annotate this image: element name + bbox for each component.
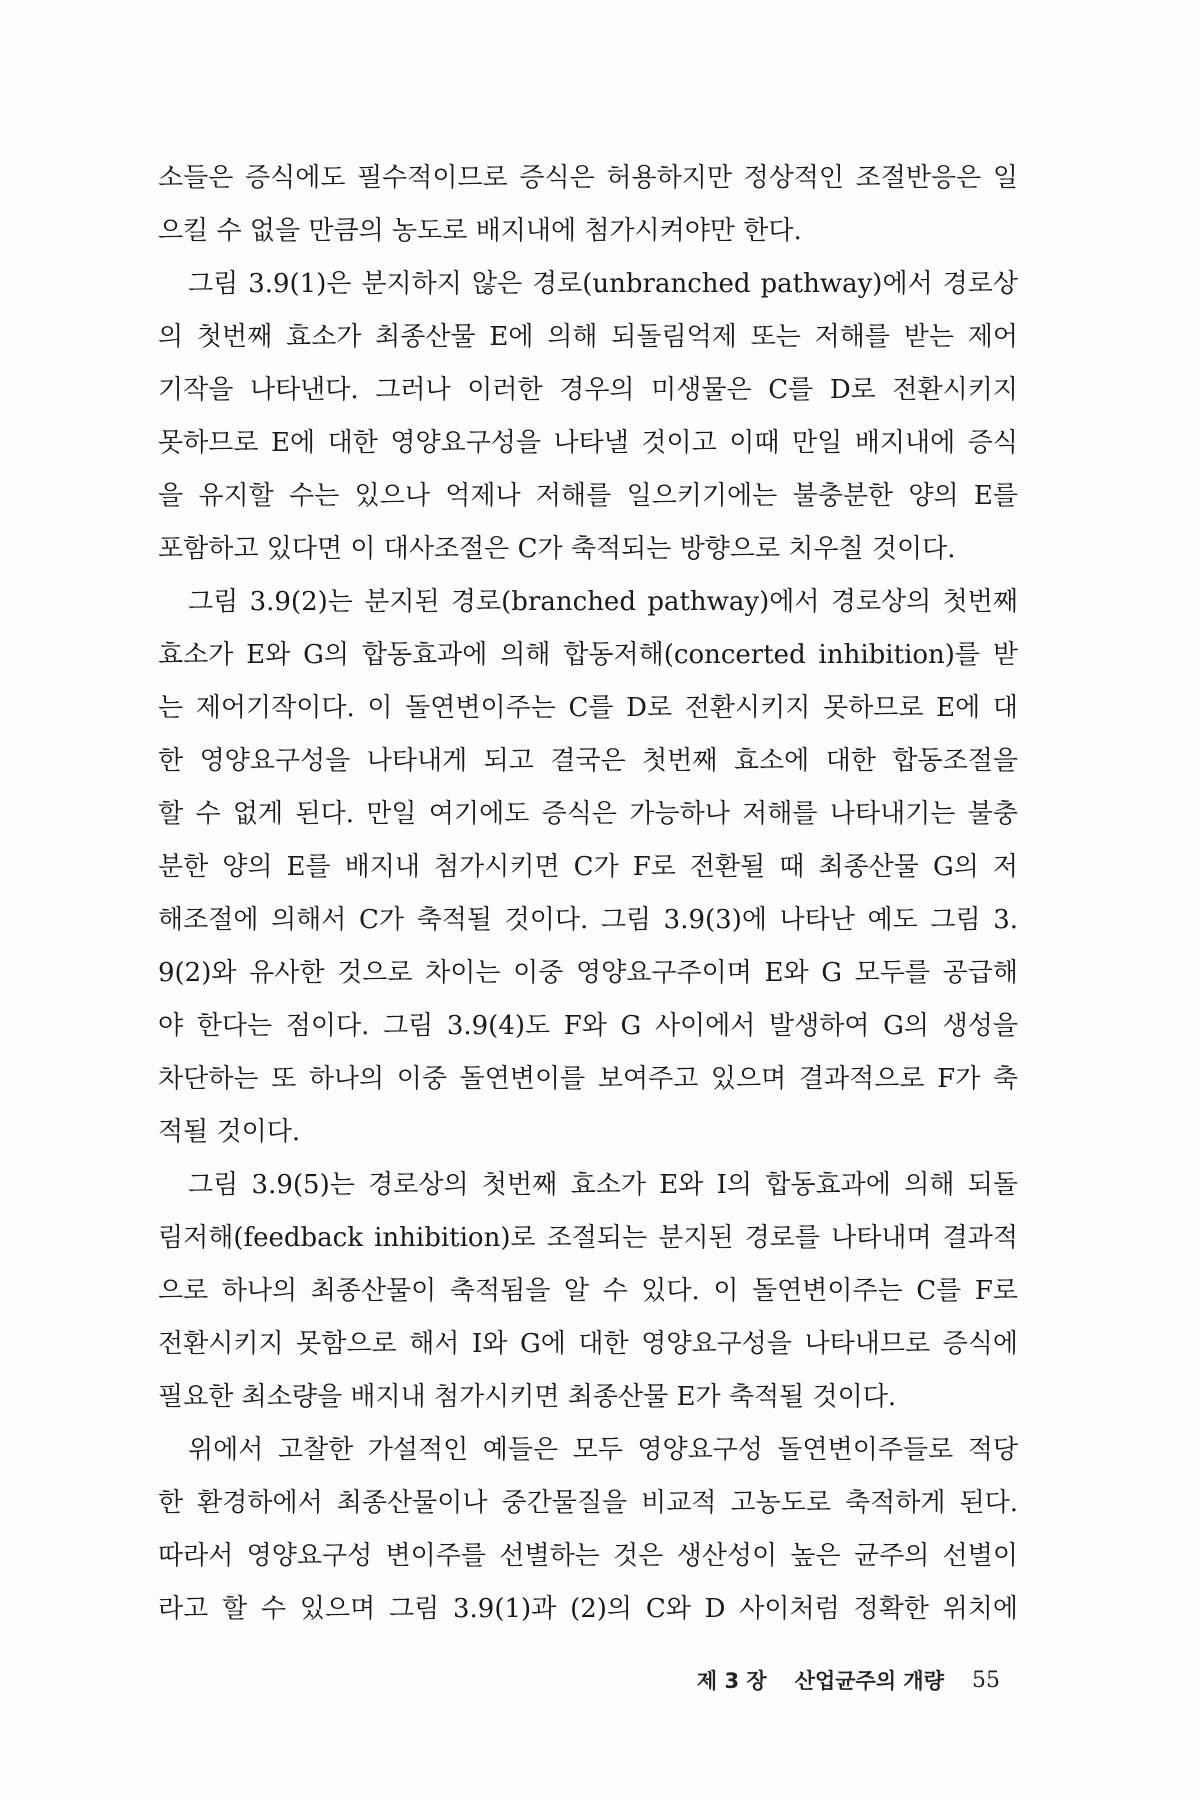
text-line: 그림 3.9(5)는 경로상의 첫번째 효소가 E와 I의 합동효과에 의해 되돌	[188, 1170, 1018, 1200]
text-line: 림저해(feedback inhibition)로 조절되는 분지된 경로를 나타내며 결과적	[158, 1223, 1018, 1253]
text-line: 차단하는 또 하나의 이중 돌연변이를 보여주고 있으며 결과적으로 F가 축	[158, 1064, 1018, 1094]
text-line: 으로 하나의 최종산물이 축적됨을 알 수 있다. 이 돌연변이주는 C를 F로	[158, 1276, 1018, 1306]
text-line: 을 유지할 수는 있으나 억제나 저해를 일으키기에는 불충분한 양의 E를	[158, 481, 1018, 511]
text-line: 전환시키지 못함으로 해서 I와 G에 대한 영양요구성을 나타내므로 증식에	[158, 1329, 1018, 1359]
text-line: 그림 3.9(1)은 분지하지 않은 경로(unbranched pathway)에서 경로상	[188, 269, 1018, 299]
text-line: 필요한 최소량을 배지내 첨가시키면 최종산물 E가 축적될 것이다.	[158, 1382, 897, 1412]
text-line: 해조절에 의해서 C가 축적될 것이다. 그림 3.9(3)에 나타난 예도 그림 3.	[158, 905, 1018, 935]
text-line: 효소가 E와 G의 합동효과에 의해 합동저해(concerted inhibition)를 받	[158, 640, 1018, 670]
text-line: 적될 것이다.	[158, 1117, 301, 1147]
text-line: 위에서 고찰한 가설적인 예들은 모두 영양요구성 돌연변이주들로 적당	[188, 1435, 1018, 1465]
text-line: 기작을 나타낸다. 그러나 이러한 경우의 미생물은 C를 D로 전환시키지	[158, 375, 1018, 405]
text-line: 못하므로 E에 대한 영양요구성을 나타낼 것이고 이때 만일 배지내에 증식	[158, 428, 1018, 458]
text-line: 는 제어기작이다. 이 돌연변이주는 C를 D로 전환시키지 못하므로 E에 대	[158, 693, 1018, 723]
text-line: 한 환경하에서 최종산물이나 중간물질을 비교적 고농도로 축적하게 된다.	[158, 1488, 1018, 1518]
text-line: 으킬 수 없을 만큼의 농도로 배지내에 첨가시켜야만 한다.	[158, 216, 802, 246]
text-line: 분한 양의 E를 배지내 첨가시키면 C가 F로 전환될 때 최종산물 G의 저	[158, 852, 1018, 882]
text-line: 의 첫번째 효소가 최종산물 E에 의해 되돌림억제 또는 저해를 받는 제어	[158, 322, 1018, 352]
page-number: 55	[972, 1667, 1000, 1693]
text-line: 그림 3.9(2)는 분지된 경로(branched pathway)에서 경로상의 첫번째	[188, 587, 1018, 617]
text-line: 포함하고 있다면 이 대사조절은 C가 축적되는 방향으로 치우칠 것이다.	[158, 534, 956, 564]
text-line: 따라서 영양요구성 변이주를 선별하는 것은 생산성이 높은 균주의 선별이	[158, 1541, 1018, 1571]
text-line: 소들은 증식에도 필수적이므로 증식은 허용하지만 정상적인 조절반응은 일	[158, 163, 1018, 193]
body-text	[158, 152, 1018, 1636]
chapter-title: 산업균주의 개량	[794, 1669, 944, 1693]
chapter-label: 제 3 장	[696, 1669, 767, 1693]
text-line: 라고 할 수 있으며 그림 3.9(1)과 (2)의 C와 D 사이처럼 정확한 위치에	[158, 1594, 1018, 1624]
text-line: 한 영양요구성을 나타내게 되고 결국은 첫번째 효소에 대한 합동조절을	[158, 746, 1018, 776]
page-footer	[560, 1655, 1000, 1705]
text-line: 야 한다는 점이다. 그림 3.9(4)도 F와 G 사이에서 발생하여 G의 생성을	[158, 1011, 1018, 1041]
text-line: 9(2)와 유사한 것으로 차이는 이중 영양요구주이며 E와 G 모두를 공급해	[158, 958, 1018, 988]
text-line: 할 수 없게 된다. 만일 여기에도 증식은 가능하나 저해를 나타내기는 불충	[158, 799, 1018, 829]
